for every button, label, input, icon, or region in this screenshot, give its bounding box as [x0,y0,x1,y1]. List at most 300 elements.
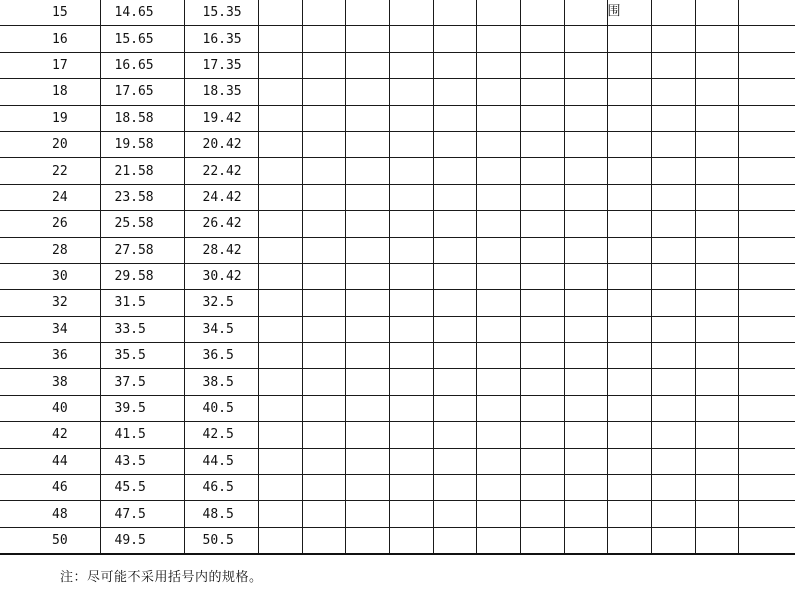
empty-cell [651,237,695,263]
empty-cell [564,52,607,78]
empty-cell [476,316,520,342]
empty-cell [345,448,389,474]
empty-cell [433,105,476,131]
empty-cell [476,131,520,157]
table-row [0,527,795,554]
empty-cell [345,316,389,342]
empty-cell [345,369,389,395]
empty-cell [651,475,695,501]
empty-cell [258,448,302,474]
empty-cell [695,369,738,395]
table-row [0,131,795,157]
nominal-size-cell: 28 [0,237,100,263]
empty-cell [302,369,345,395]
empty-cell [433,237,476,263]
min-size-cell: 35.5 [100,343,184,369]
empty-cell [564,237,607,263]
empty-cell [738,527,795,554]
empty-cell [607,158,651,184]
empty-cell [738,395,795,421]
empty-cell [433,395,476,421]
empty-cell [651,52,695,78]
max-size-cell: 32.5 [184,290,258,316]
min-size-cell: 18.58 [100,105,184,131]
empty-cell [695,316,738,342]
empty-cell [520,158,564,184]
empty-cell [695,475,738,501]
empty-cell [651,290,695,316]
empty-cell [738,158,795,184]
empty-cell [476,290,520,316]
table-row [0,422,795,448]
empty-cell [607,475,651,501]
empty-cell [607,52,651,78]
empty-cell [564,131,607,157]
empty-cell [695,237,738,263]
empty-cell [564,343,607,369]
empty-cell [302,290,345,316]
empty-cell [651,131,695,157]
empty-cell [476,211,520,237]
empty-cell [564,105,607,131]
empty-cell [345,0,389,26]
empty-cell [389,26,433,52]
empty-cell [476,79,520,105]
empty-cell [738,211,795,237]
empty-cell [433,369,476,395]
empty-cell [651,0,695,26]
nominal-size-cell: 36 [0,343,100,369]
min-size-cell: 19.58 [100,131,184,157]
empty-cell [738,475,795,501]
empty-cell [607,527,651,554]
empty-cell [302,422,345,448]
empty-cell [345,343,389,369]
empty-cell [476,369,520,395]
min-size-cell: 39.5 [100,395,184,421]
empty-cell [389,52,433,78]
empty-cell [651,369,695,395]
empty-cell [476,0,520,26]
empty-cell [389,211,433,237]
empty-cell [607,105,651,131]
empty-cell [345,527,389,554]
empty-cell [695,158,738,184]
empty-cell [302,316,345,342]
empty-cell [564,26,607,52]
empty-cell [302,475,345,501]
empty-cell [520,131,564,157]
table-row [0,158,795,184]
empty-cell [433,422,476,448]
min-size-cell: 49.5 [100,527,184,554]
nominal-size-cell: 42 [0,422,100,448]
empty-cell [258,0,302,26]
empty-cell [389,131,433,157]
empty-cell [258,237,302,263]
empty-cell [651,211,695,237]
max-size-cell: 50.5 [184,527,258,554]
empty-cell [433,79,476,105]
table-row [0,237,795,263]
empty-cell [433,501,476,527]
empty-cell [345,26,389,52]
nominal-size-cell: 22 [0,158,100,184]
empty-cell [520,237,564,263]
empty-cell [258,475,302,501]
empty-cell [433,26,476,52]
empty-cell [564,158,607,184]
empty-cell [389,0,433,26]
empty-cell [651,527,695,554]
max-size-cell: 42.5 [184,422,258,448]
empty-cell [302,0,345,26]
empty-cell [695,131,738,157]
empty-cell [476,422,520,448]
empty-cell [389,105,433,131]
empty-cell [607,501,651,527]
empty-cell [520,290,564,316]
empty-cell [564,263,607,289]
empty-cell [738,79,795,105]
empty-cell [302,131,345,157]
table-row [0,52,795,78]
empty-cell [738,369,795,395]
empty-cell [520,211,564,237]
empty-cell [520,527,564,554]
max-size-cell: 18.35 [184,79,258,105]
empty-cell [695,448,738,474]
empty-cell [695,105,738,131]
range-mark-cell: 围 [607,0,651,26]
empty-cell [564,422,607,448]
empty-cell [389,422,433,448]
max-size-cell: 15.35 [184,0,258,26]
max-size-cell: 28.42 [184,237,258,263]
empty-cell [607,290,651,316]
empty-cell [695,26,738,52]
min-size-cell: 33.5 [100,316,184,342]
empty-cell [389,184,433,210]
min-size-cell: 29.58 [100,263,184,289]
empty-cell [302,263,345,289]
empty-cell [302,52,345,78]
empty-cell [345,237,389,263]
empty-cell [738,290,795,316]
table-footnote: 注：尽可能不采用括号内的规格。 [60,570,263,585]
nominal-size-cell: 19 [0,105,100,131]
empty-cell [345,79,389,105]
table-row [0,501,795,527]
empty-cell [738,343,795,369]
empty-cell [695,79,738,105]
nominal-size-cell: 30 [0,263,100,289]
table-row [0,316,795,342]
min-size-cell: 31.5 [100,290,184,316]
empty-cell [476,395,520,421]
table-row [0,475,795,501]
empty-cell [433,263,476,289]
empty-cell [564,0,607,26]
min-size-cell: 41.5 [100,422,184,448]
empty-cell [738,52,795,78]
empty-cell [476,343,520,369]
empty-cell [607,422,651,448]
empty-cell [258,211,302,237]
empty-cell [302,448,345,474]
empty-cell [695,395,738,421]
empty-cell [389,369,433,395]
empty-cell [433,131,476,157]
table-row [0,0,795,26]
nominal-size-cell: 32 [0,290,100,316]
nominal-size-cell: 15 [0,0,100,26]
empty-cell [476,237,520,263]
empty-cell [433,211,476,237]
max-size-cell: 30.42 [184,263,258,289]
empty-cell [345,158,389,184]
empty-cell [302,105,345,131]
empty-cell [607,343,651,369]
empty-cell [389,343,433,369]
empty-cell [651,395,695,421]
nominal-size-cell: 20 [0,131,100,157]
empty-cell [520,263,564,289]
empty-cell [389,290,433,316]
table-row [0,79,795,105]
empty-cell [345,263,389,289]
empty-cell [345,211,389,237]
empty-cell [695,527,738,554]
empty-cell [520,395,564,421]
min-size-cell: 16.65 [100,52,184,78]
empty-cell [389,475,433,501]
empty-cell [433,290,476,316]
max-size-cell: 19.42 [184,105,258,131]
min-size-cell: 15.65 [100,26,184,52]
min-size-cell: 21.58 [100,158,184,184]
empty-cell [433,475,476,501]
min-size-cell: 43.5 [100,448,184,474]
empty-cell [345,501,389,527]
empty-cell [520,0,564,26]
empty-cell [433,184,476,210]
max-size-cell: 44.5 [184,448,258,474]
empty-cell [564,79,607,105]
empty-cell [345,52,389,78]
empty-cell [476,448,520,474]
empty-cell [345,475,389,501]
max-size-cell: 46.5 [184,475,258,501]
min-size-cell: 17.65 [100,79,184,105]
empty-cell [345,131,389,157]
nominal-size-cell: 24 [0,184,100,210]
empty-cell [258,395,302,421]
empty-cell [258,263,302,289]
empty-cell [520,475,564,501]
empty-cell [607,316,651,342]
empty-cell [258,52,302,78]
empty-cell [258,369,302,395]
empty-cell [520,316,564,342]
empty-cell [433,343,476,369]
empty-cell [476,105,520,131]
empty-cell [258,501,302,527]
table-row [0,395,795,421]
empty-cell [564,448,607,474]
empty-cell [738,263,795,289]
empty-cell [607,211,651,237]
empty-cell [607,263,651,289]
empty-cell [345,184,389,210]
min-size-cell: 37.5 [100,369,184,395]
empty-cell [607,395,651,421]
empty-cell [302,26,345,52]
empty-cell [302,527,345,554]
empty-cell [520,501,564,527]
empty-cell [695,263,738,289]
empty-cell [607,448,651,474]
empty-cell [651,263,695,289]
empty-cell [651,343,695,369]
empty-cell [651,26,695,52]
table-row [0,105,795,131]
empty-cell [607,369,651,395]
empty-cell [520,79,564,105]
empty-cell [389,501,433,527]
table-row [0,184,795,210]
min-size-cell: 27.58 [100,237,184,263]
nominal-size-cell: 46 [0,475,100,501]
empty-cell [520,105,564,131]
nominal-size-cell: 48 [0,501,100,527]
empty-cell [520,52,564,78]
nominal-size-cell: 18 [0,79,100,105]
empty-cell [738,422,795,448]
table-row [0,290,795,316]
empty-cell [433,316,476,342]
empty-cell [258,105,302,131]
empty-cell [738,0,795,26]
nominal-size-cell: 38 [0,369,100,395]
empty-cell [345,395,389,421]
empty-cell [389,237,433,263]
empty-cell [389,448,433,474]
empty-cell [476,501,520,527]
empty-cell [520,343,564,369]
empty-cell [302,158,345,184]
max-size-cell: 24.42 [184,184,258,210]
empty-cell [695,211,738,237]
nominal-size-cell: 50 [0,527,100,554]
nominal-size-cell: 40 [0,395,100,421]
empty-cell [564,475,607,501]
min-size-cell: 14.65 [100,0,184,26]
empty-cell [302,501,345,527]
max-size-cell: 48.5 [184,501,258,527]
empty-cell [433,527,476,554]
max-size-cell: 22.42 [184,158,258,184]
empty-cell [564,316,607,342]
empty-cell [258,79,302,105]
empty-cell [651,316,695,342]
empty-cell [389,263,433,289]
empty-cell [738,184,795,210]
empty-cell [258,158,302,184]
empty-cell [695,184,738,210]
empty-cell [258,131,302,157]
max-size-cell: 34.5 [184,316,258,342]
empty-cell [607,184,651,210]
empty-cell [738,105,795,131]
empty-cell [302,343,345,369]
empty-cell [651,422,695,448]
table-row [0,211,795,237]
empty-cell [738,237,795,263]
empty-cell [564,527,607,554]
empty-cell [345,105,389,131]
nominal-size-cell: 34 [0,316,100,342]
max-size-cell: 36.5 [184,343,258,369]
empty-cell [651,448,695,474]
empty-cell [564,211,607,237]
empty-cell [520,369,564,395]
empty-cell [564,290,607,316]
nominal-size-cell: 16 [0,26,100,52]
empty-cell [651,79,695,105]
empty-cell [695,343,738,369]
empty-cell [302,395,345,421]
empty-cell [651,184,695,210]
table-row [0,343,795,369]
empty-cell [607,79,651,105]
empty-cell [258,527,302,554]
empty-cell [345,422,389,448]
empty-cell [695,422,738,448]
empty-cell [607,237,651,263]
empty-cell [476,475,520,501]
empty-cell [258,316,302,342]
max-size-cell: 40.5 [184,395,258,421]
max-size-cell: 20.42 [184,131,258,157]
empty-cell [738,448,795,474]
min-size-cell: 23.58 [100,184,184,210]
empty-cell [302,184,345,210]
empty-cell [695,290,738,316]
empty-cell [738,26,795,52]
empty-cell [520,26,564,52]
min-size-cell: 47.5 [100,501,184,527]
empty-cell [476,158,520,184]
empty-cell [258,184,302,210]
empty-cell [651,105,695,131]
max-size-cell: 26.42 [184,211,258,237]
empty-cell [258,26,302,52]
empty-cell [302,211,345,237]
empty-cell [433,52,476,78]
empty-cell [302,237,345,263]
nominal-size-cell: 17 [0,52,100,78]
max-size-cell: 38.5 [184,369,258,395]
empty-cell [651,501,695,527]
empty-cell [564,501,607,527]
nominal-size-cell: 26 [0,211,100,237]
empty-cell [564,184,607,210]
min-size-cell: 25.58 [100,211,184,237]
empty-cell [433,0,476,26]
empty-cell [520,448,564,474]
empty-cell [476,263,520,289]
